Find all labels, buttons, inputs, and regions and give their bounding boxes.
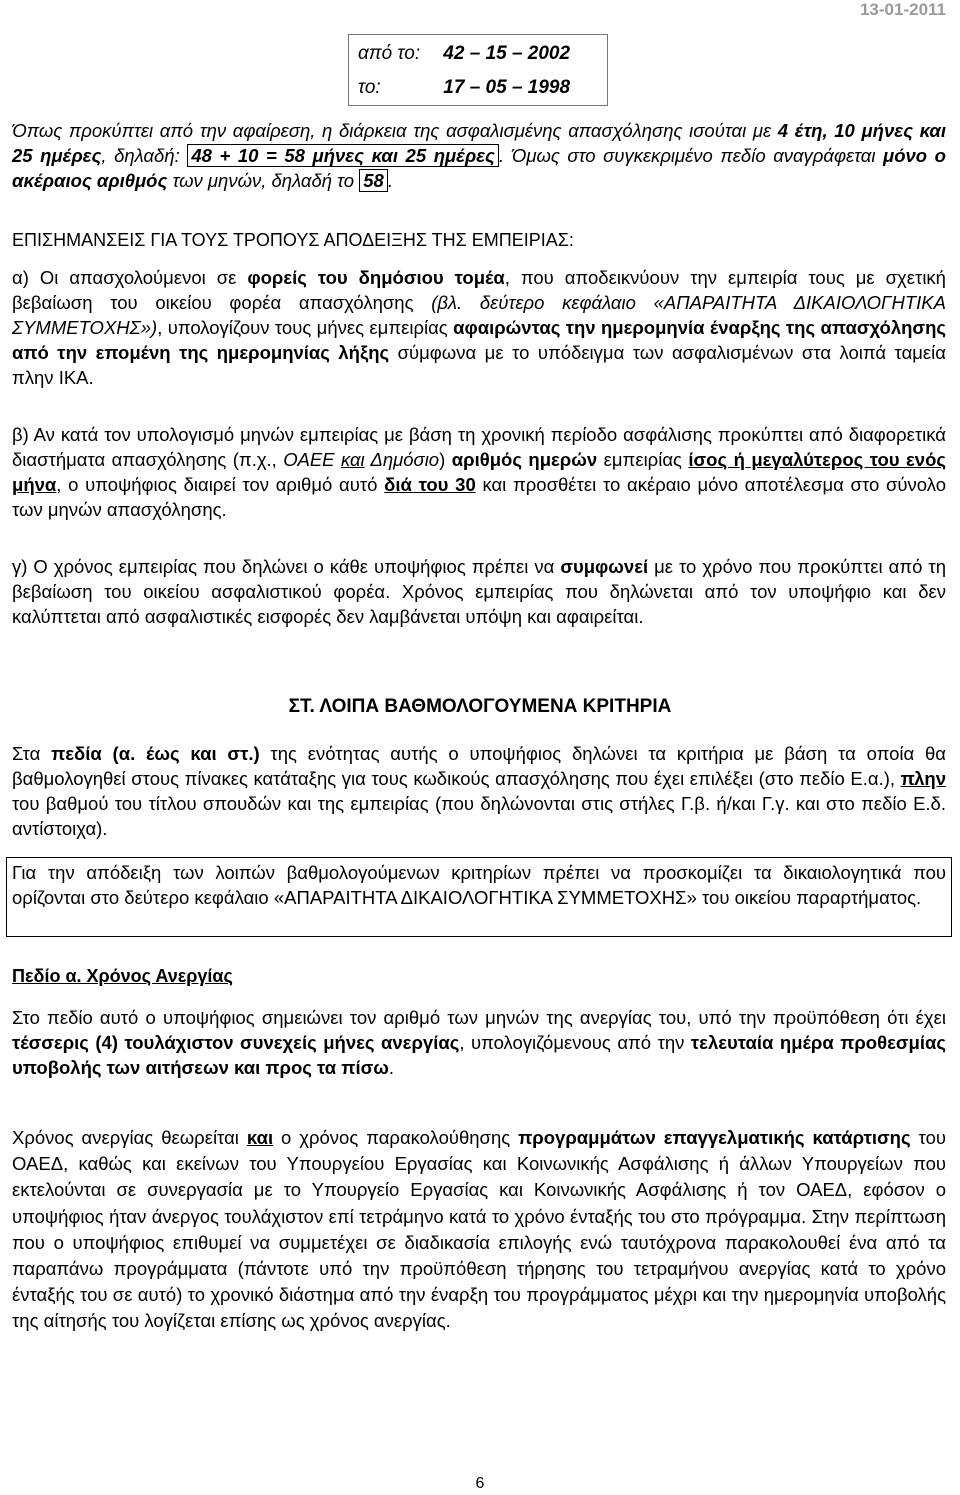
date-from-label: από το: bbox=[358, 43, 421, 64]
date-from-row bbox=[358, 43, 570, 65]
page-number: 6 bbox=[475, 1475, 485, 1492]
field-a-heading: Πεδίο α. Χρόνος Ανεργίας bbox=[12, 966, 233, 986]
date-to-row bbox=[358, 77, 570, 99]
field-a-paragraph-1: Στο πεδίο αυτό ο υποψήφιος σημειώνει τον αριθμό των μηνών της ανεργίας του, υπό την προϋπόθεση ότι έχει τέσσερις (4) τουλάχιστον συνεχείς μήνες ανεργίας, υπολογιζόμενους από την τελευταία ημέρα προθεσμίας υποβολής των αιτήσεων και προς τα πίσω. bbox=[12, 1007, 946, 1078]
note-b-paragraph: β) Αν κατά τον υπολογισμό μηνών εμπειρίας με βάση τη χρονική περίοδο ασφάλισης προκύπτει από διαφορετικά διαστήματα απασχόλησης (π.χ., ΟΑΕΕ και Δημόσιο) αριθμός ημερών εμπειρίας ίσος ή μεγαλύτερος του ενός μήνα, ο υποψήφιος διαιρεί τον αριθμό αυτό διά του 30 και προσθέτει το ακέραιο μόνο αποτέλεσμα στο σύνολο των μηνών απασχόλησης. bbox=[12, 424, 947, 520]
intro-paragraph: Όπως προκύπτει από την αφαίρεση, η διάρκεια της ασφαλισμένης απασχόλησης ισούται με 4 έτη, 10 μήνες και 25 ημέρες, δηλαδή: 48 + 10 = 58 μήνες και 25 ημέρες . Όμως στο συγκεκριμένο πεδίο αναγράφεται μόνο ο ακέραιος αριθμός των μηνών, δηλαδή το 58 . bbox=[12, 120, 946, 191]
framed-note-text: Για την απόδειξη των λοιπών βαθμολογούμενων κριτηρίων πρέπει να προσκομίζει τα δικαιολογητικά που ορίζονται στο δεύτερο κεφάλαιο «ΑΠΑΡΑΙΤΗΤΑ ΔΙΚΑΙΟΛΟΓΗΤΙΚΑ ΣΥΜΜΕΤΟΧΗΣ» του οικείου παραρτήματος. bbox=[12, 862, 946, 908]
section-st-paragraph: Στα πεδία (α. έως και στ.) της ενότητας αυτής ο υποψήφιος δηλώνει τα κριτήρια με βάση τα οποία θα βαθμολογηθεί στους πίνακες κατάταξης για τους κωδικούς απασχόλησης που έχει επιλέξει (στο πεδίο Ε.α.), πλην του βαθμού του τίτλου σπουδών και της εμπειρίας (που δηλώνονται στις στήλες Γ.β. ή/και Γ.γ. και στο πεδίο Ε.δ. αντίστοιχα). bbox=[12, 743, 946, 839]
document-date: 13-01-2011 bbox=[859, 0, 946, 19]
section-st-heading: ΣΤ. ΛΟΙΠΑ ΒΑΘΜΟΛΟΓΟΥΜΕΝΑ ΚΡΙΤΗΡΙΑ bbox=[288, 696, 672, 717]
date-range-box bbox=[348, 34, 608, 106]
date-to-value: 17 – 05 – 1998 bbox=[443, 77, 571, 98]
date-from-value: 42 – 15 – 2002 bbox=[443, 43, 571, 64]
notes-heading: ΕΠΙΣΗΜΑΝΣΕΙΣ ΓΙΑ ΤΟΥΣ ΤΡΟΠΟΥΣ ΑΠΟΔΕΙΞΗΣ ΤΗΣ ΕΜΠΕΙΡΙΑΣ: bbox=[12, 230, 574, 250]
note-c-paragraph: γ) Ο χρόνος εμπειρίας που δηλώνει ο κάθε υποψήφιος πρέπει να συμφωνεί με το χρόνο που προκύπτει από τη βεβαίωση του οικείου ασφαλιστικού φορέα. Χρόνος εμπειρίας που δηλώνεται από τον υποψήφιο και δεν καλύπτεται από ασφαλιστικές εισφορές δεν λαμβάνεται υπόψη και αφαιρείται. bbox=[12, 556, 946, 627]
date-to-label: το: bbox=[358, 77, 381, 98]
field-a-paragraph-2: Χρόνος ανεργίας θεωρείται και ο χρόνος παρακολούθησης προγραμμάτων επαγγελματικής κατάρτισης του ΟΑΕΔ, καθώς και εκείνων του Υπουργείου Εργασίας και Κοινωνικής Ασφάλισης ή άλλων Υπουργείων που εκτελούνται σε συνεργασία με το Υπουργείο Εργασίας και Κοινωνικής Ασφάλισης ή τον ΟΑΕΔ, εφόσον ο υποψήφιος ήταν άνεργος τουλάχιστον επί τετράμηνο κατά το χρόνο ένταξής του στο πρόγραμμα. Στην περίπτωση που ο υποψήφιος επιθυμεί να συμμετέχει σε διαδικασία επιλογής ενώ ταυτόχρονα παρακολουθεί ένα από τα παραπάνω προγράμματα (πάντοτε υπό την προϋπόθεση τήρησης του τετραμήνου ανεργίας κατά το χρόνο ένταξής του σε αυτό) το χρονικό διάστημα από την έναρξη του προγράμματος μέχρι και την ημερομηνία υποβολής της αίτησής του λογίζεται επίσης ως χρόνος ανεργίας. bbox=[12, 1127, 946, 1332]
note-a-paragraph: α) Οι απασχολούμενοι σε φορείς του δημόσιου τομέα, που αποδεικνύουν την εμπειρία τους με σχετική βεβαίωση του οικείου φορέα απασχόλησης (βλ. δεύτερο κεφάλαιο «ΑΠΑΡΑΙΤΗΤΑ ΔΙΚΑΙΟΛΟΓΗΤΙΚΑ ΣΥΜΜΕΤΟΧΗΣ»), υπολογίζουν τους μήνες εμπειρίας αφαιρώντας την ημερομηνία έναρξης της απασχόλησης από την επομένη της ημερομηνίας λήξης σύμφωνα με το υπόδειγμα των ασφαλισμένων στα λοιπά ταμεία πλην ΙΚΑ. bbox=[12, 267, 946, 388]
